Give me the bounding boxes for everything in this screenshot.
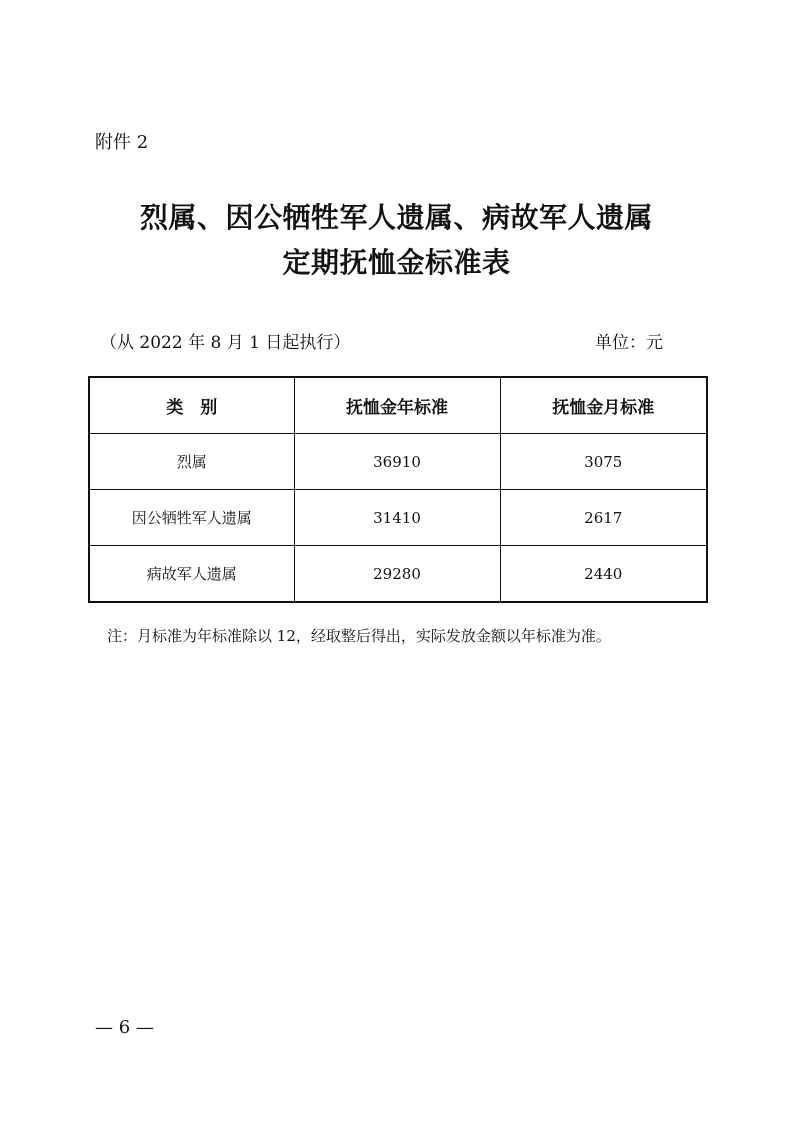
cell-annual: 31410 [294,490,500,546]
document-title [0,195,793,285]
cell-category: 烈属 [89,434,294,490]
page-number: — 6 — [95,1017,154,1038]
cell-monthly: 3075 [500,434,707,490]
cell-category: 因公牺牲军人遗属 [89,490,294,546]
table-row [89,490,707,546]
cell-category: 病故军人遗属 [89,546,294,603]
cell-annual: 29280 [294,546,500,603]
header-category: 类 别 [89,377,294,434]
title-line-2: 定期抚恤金标准表 [282,246,511,279]
table-header-row [89,377,707,434]
title-line-1: 烈属、因公牺牲军人遗属、病故军人遗属 [139,201,653,234]
pension-standard-table [88,376,708,603]
effective-date-note: （从 2022 年 8 月 1 日起执行） [100,333,351,353]
footnote: 注：月标准为年标准除以 12，经取整后得出，实际发放金额以年标准为准。 [107,627,611,645]
cell-monthly: 2440 [500,546,707,603]
cell-monthly: 2617 [500,490,707,546]
header-monthly-standard: 抚恤金月标准 [500,377,707,434]
cell-annual: 36910 [294,434,500,490]
attachment-label: 附件 2 [95,132,149,153]
unit-label: 单位：元 [595,333,663,353]
header-annual-standard: 抚恤金年标准 [294,377,500,434]
table-row [89,434,707,490]
table-row [89,546,707,603]
